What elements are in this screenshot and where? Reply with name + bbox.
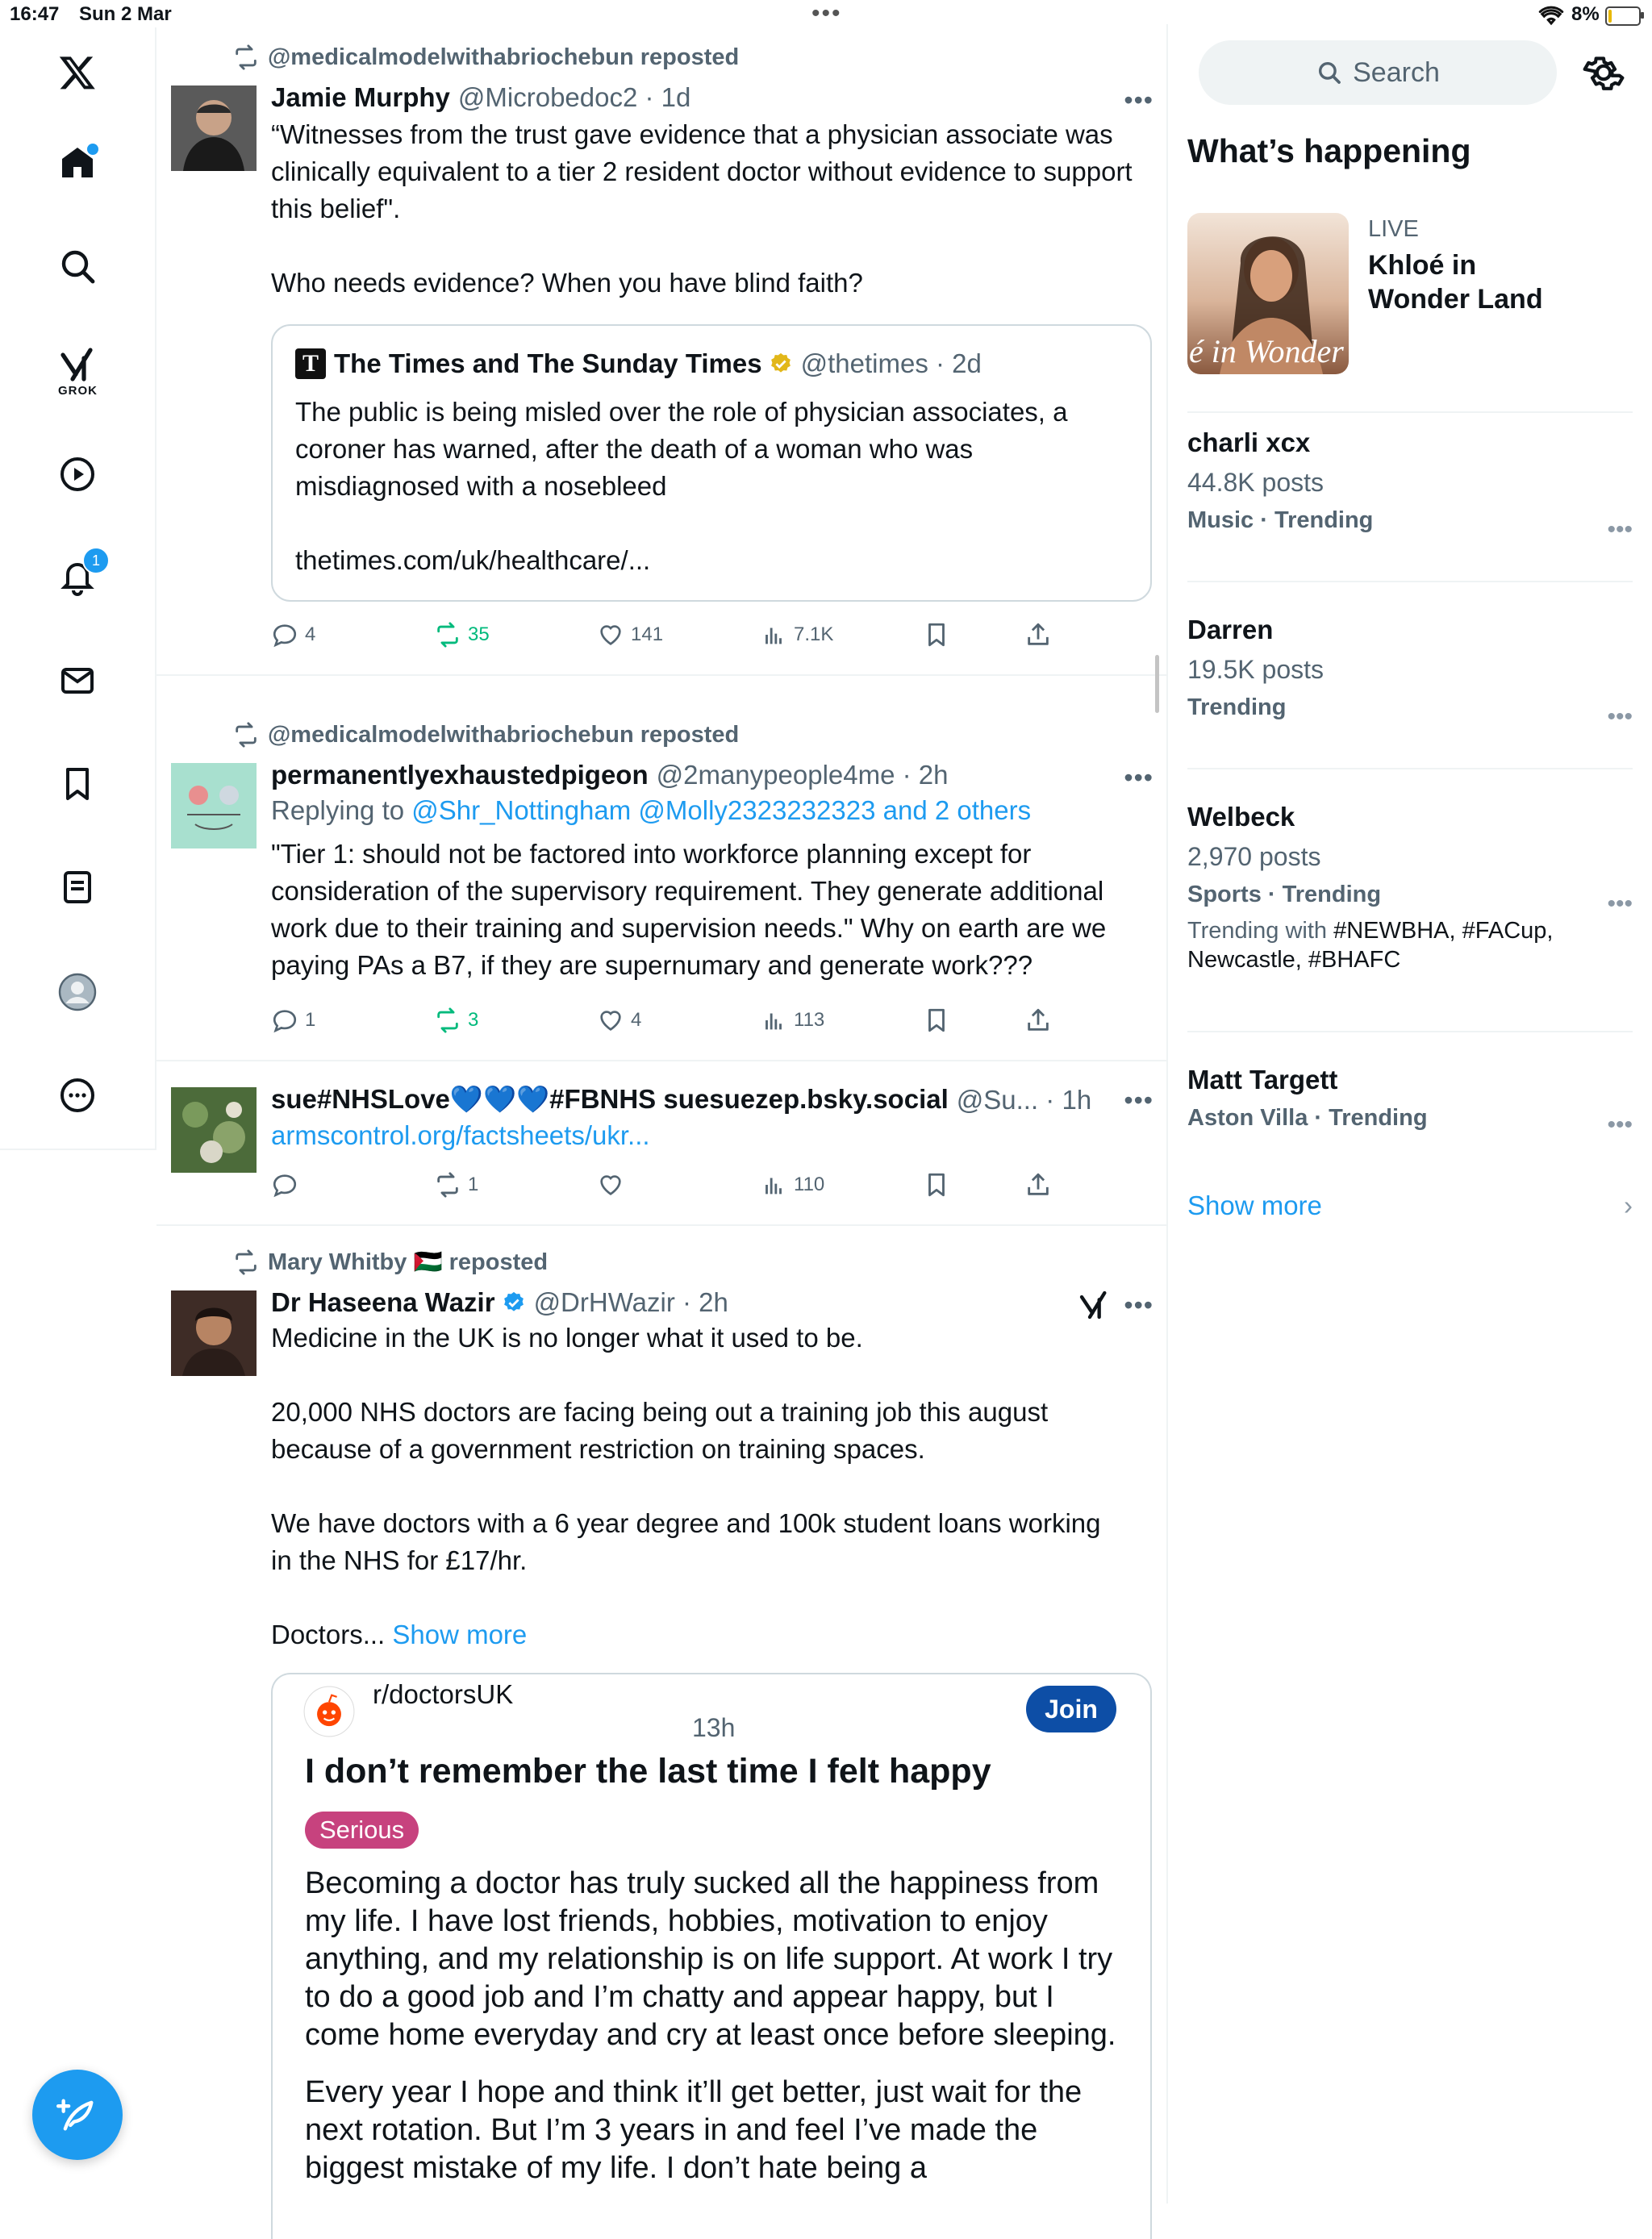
- tweet-text: Medicine in the UK is no longer what it used to be. 20,000 NHS doctors are facing being out a training job this august because of a government restriction on training spaces. We have doctors with a 6 year degree and 100k student loans working in the NHS for £17/hr. Doctors...: [271, 1323, 1101, 1649]
- author-handle[interactable]: @Microbedoc2 · 1d: [457, 82, 691, 112]
- share-button[interactable]: [1024, 1007, 1052, 1034]
- replying-to-link[interactable]: @Shr_Nottingham @Molly2323232323 and 2 others: [411, 795, 1032, 825]
- author-handle[interactable]: @DrHWazir · 2h: [533, 1287, 728, 1317]
- replying-to: Replying to @Shr_Nottingham @Molly2323232323 and 2 others: [271, 795, 1032, 825]
- whats-happening-title: What’s happening: [1187, 132, 1471, 169]
- repost-small-icon: [232, 721, 260, 748]
- views-button[interactable]: 110: [760, 1171, 824, 1199]
- tweet[interactable]: [156, 676, 1166, 1061]
- search-icon: [1316, 59, 1343, 86]
- heart-icon: [597, 1007, 624, 1034]
- tweet-actions: [271, 1007, 1078, 1039]
- notifications-badge: 1: [82, 547, 110, 574]
- trend-count: 2,970 posts: [1187, 842, 1321, 871]
- reply-icon: [271, 621, 298, 648]
- search-placeholder: Search: [1353, 56, 1440, 88]
- flair-badge: Serious: [305, 1812, 419, 1849]
- reddit-post-time: 13h: [692, 1713, 736, 1742]
- views-icon: [760, 1007, 787, 1034]
- wifi-icon: [1539, 5, 1563, 26]
- author-handle[interactable]: @2manypeople4me · 2h: [656, 760, 949, 790]
- avatar[interactable]: [171, 1290, 257, 1376]
- reply-button[interactable]: 4: [271, 621, 315, 648]
- live-event-image-text: é in Wonder l: [1189, 333, 1361, 369]
- verified-blue-icon: [502, 1290, 526, 1315]
- quoted-tweet[interactable]: [271, 324, 1152, 602]
- trend-count: 44.8K posts: [1187, 468, 1324, 497]
- trend-more-icon[interactable]: •••: [1607, 516, 1633, 543]
- bookmark-button[interactable]: [923, 621, 950, 648]
- battery-icon: [1605, 6, 1641, 26]
- tweet-actions: [271, 1171, 1078, 1203]
- heart-icon: [597, 621, 624, 648]
- share-icon: [1024, 1007, 1052, 1034]
- bookmark-icon: [923, 1171, 950, 1199]
- live-event[interactable]: [1187, 213, 1633, 374]
- trend-more-icon[interactable]: •••: [1607, 890, 1633, 917]
- verified-gold-icon: [769, 352, 793, 376]
- like-button[interactable]: [597, 1171, 631, 1199]
- trend-count: 19.5K posts: [1187, 655, 1324, 684]
- x-logo-icon[interactable]: [53, 48, 102, 97]
- grok-explain-icon[interactable]: [1078, 1289, 1110, 1321]
- notifications-icon[interactable]: [53, 553, 102, 602]
- compose-post-button[interactable]: [32, 2070, 123, 2160]
- author-name[interactable]: Jamie Murphy: [271, 82, 450, 112]
- repost-button[interactable]: 3: [434, 1007, 478, 1034]
- search-input[interactable]: [1199, 40, 1557, 105]
- bookmark-icon: [923, 621, 950, 648]
- status-bar: [0, 0, 1652, 27]
- bookmark-button[interactable]: [923, 1007, 950, 1034]
- share-icon: [1024, 1171, 1052, 1199]
- quoted-author-name: The Times and The Sunday Times: [334, 348, 762, 378]
- compose-feather-icon: [56, 2094, 98, 2136]
- avatar[interactable]: [171, 85, 257, 171]
- reply-button[interactable]: [271, 1171, 305, 1199]
- avatar[interactable]: [171, 763, 257, 848]
- tweet-more-icon[interactable]: •••: [1124, 1086, 1153, 1115]
- subreddit-icon: [303, 1686, 355, 1737]
- scrollbar[interactable]: [1155, 655, 1159, 713]
- reddit-post-title: I don’t remember the last time I felt happy: [305, 1752, 991, 1791]
- views-button[interactable]: 7.1K: [760, 621, 833, 648]
- status-date: Sun 2 Mar: [79, 3, 172, 25]
- subreddit-name[interactable]: r/doctorsUK: [373, 1679, 514, 1709]
- left-nav: [0, 27, 156, 1150]
- bookmarks-icon[interactable]: [53, 760, 102, 808]
- trend-topic: Darren: [1187, 615, 1274, 644]
- author-handle[interactable]: @Su... · 1h: [956, 1084, 1092, 1115]
- live-event-image: [1187, 213, 1361, 374]
- trend-category: Aston Villa · Trending: [1187, 1105, 1428, 1131]
- repost-icon: [434, 1007, 461, 1034]
- reply-icon: [271, 1007, 298, 1034]
- bookmark-button[interactable]: [923, 1171, 950, 1199]
- trend-category: Sports · Trending: [1187, 882, 1382, 907]
- tweet-link[interactable]: armscontrol.org/factsheets/ukr...: [271, 1120, 650, 1150]
- heart-icon: [597, 1171, 624, 1199]
- trend-topic: charli xcx: [1187, 427, 1311, 457]
- repost-button[interactable]: 1: [434, 1171, 478, 1199]
- bookmark-icon: [923, 1007, 950, 1034]
- trend-item[interactable]: [1187, 427, 1633, 543]
- join-button[interactable]: Join: [1026, 1686, 1116, 1732]
- author-name[interactable]: sue#NHSLove💙💙💙#FBNHS suesuezep.bsky.social: [271, 1084, 949, 1114]
- tweet[interactable]: [156, 24, 1166, 676]
- repost-icon: [434, 621, 461, 648]
- trending-with: Trending with #NEWBHA, #FACup, Newcastle, #BHAFC: [1187, 918, 1554, 973]
- repost-indicator: @medicalmodelwithabriochebun reposted: [232, 44, 739, 71]
- settings-gear-icon[interactable]: [1581, 50, 1626, 95]
- live-label: LIVE: [1368, 216, 1419, 242]
- tweet-more-icon[interactable]: •••: [1124, 85, 1153, 115]
- tweet[interactable]: [156, 1061, 1166, 1226]
- trend-topic: Welbeck: [1187, 802, 1295, 832]
- trend-item[interactable]: [1187, 615, 1633, 730]
- avatar[interactable]: [171, 1087, 257, 1173]
- tweet-more-icon[interactable]: •••: [1124, 1290, 1153, 1320]
- search-nav-icon[interactable]: [53, 242, 102, 290]
- reddit-post-body: Becoming a doctor has truly sucked all the happiness from my life. I have lost friends, hobbies, motivation to enjoy anything, and my relationship is on life support. At work I try to do a good job and I’m chatty and appear happy, but I come home everyday and cry at least once before sleeping. Every year I hope and think it’ll get better, just wait for the next rotation. But I’m 3 years in and feel I’ve made the biggest mistake of my life. I don’t hate being a: [305, 1866, 1116, 2185]
- trend-category: Trending: [1187, 694, 1287, 720]
- repost-indicator: Mary Whitby 🇵🇸 reposted: [232, 1249, 548, 1276]
- home-unread-dot: [87, 144, 98, 155]
- repost-button[interactable]: 35: [434, 621, 490, 648]
- quoted-text: The public is being misled over the role of physician associates, a coroner has warned, after the death of a woman who was misdiagnosed with a nosebleed thetimes.com/uk/healthcare/...: [295, 397, 1068, 575]
- chevron-right-icon: ›: [1624, 1190, 1633, 1220]
- battery-percent: 8%: [1571, 3, 1600, 25]
- trend-more-icon[interactable]: •••: [1607, 1111, 1633, 1138]
- repost-small-icon: [232, 1249, 260, 1276]
- multitask-dots-icon[interactable]: •••: [811, 0, 842, 27]
- timeline: [156, 24, 1168, 2204]
- trend-item[interactable]: [1187, 1065, 1633, 1138]
- reply-button[interactable]: 1: [271, 1007, 315, 1034]
- like-button[interactable]: 4: [597, 1007, 641, 1034]
- grok-icon[interactable]: [53, 340, 102, 389]
- like-button[interactable]: 141: [597, 621, 663, 648]
- trend-item[interactable]: [1187, 802, 1633, 974]
- views-icon: [760, 1171, 787, 1199]
- trend-topic: Matt Targett: [1187, 1065, 1338, 1094]
- tweet[interactable]: [156, 1226, 1166, 2204]
- more-options-icon[interactable]: [53, 1071, 102, 1120]
- live-event-title: Khloé in Wonder Land: [1368, 250, 1543, 315]
- trend-category: Music · Trending: [1187, 507, 1374, 533]
- show-more-trends[interactable]: Show more ›: [1187, 1190, 1633, 1220]
- lists-icon[interactable]: [53, 863, 102, 911]
- repost-indicator: @medicalmodelwithabriochebun reposted: [232, 721, 739, 748]
- views-icon: [760, 621, 787, 648]
- reddit-card[interactable]: [271, 1673, 1152, 2239]
- author-name[interactable]: Dr Haseena Wazir: [271, 1287, 495, 1317]
- share-icon: [1024, 621, 1052, 648]
- share-button[interactable]: [1024, 621, 1052, 648]
- views-button[interactable]: 113: [760, 1007, 824, 1034]
- author-name[interactable]: permanentlyexhaustedpigeon: [271, 760, 649, 790]
- trend-more-icon[interactable]: •••: [1607, 703, 1633, 730]
- repost-small-icon: [232, 44, 260, 71]
- tweet-text: “Witnesses from the trust gave evidence that a physician associate was clinically equivalent to a tier 2 resident doctor without evidence to support this belief". Who needs evidence? When you have blind faith?: [271, 119, 1133, 298]
- video-icon[interactable]: [53, 450, 102, 498]
- grok-label: GROK: [58, 384, 98, 398]
- tweet-actions: [271, 621, 1078, 653]
- quoted-author-handle: @thetimes · 2d: [800, 348, 982, 378]
- reply-icon: [271, 1171, 298, 1199]
- tweet-text: "Tier 1: should not be factored into workforce planning except for consideration of the supervisory requirement. They generate additional work due to their training and supervision needs." Why on earth are we paying PAs a B7, if they are supernumary and generate work???: [271, 839, 1114, 980]
- profile-avatar-icon[interactable]: [53, 968, 102, 1016]
- messages-icon[interactable]: [53, 657, 102, 705]
- times-logo-icon: T: [295, 348, 326, 379]
- show-more-link[interactable]: Show more: [392, 1620, 528, 1649]
- repost-icon: [434, 1171, 461, 1199]
- status-time: 16:47: [10, 3, 60, 25]
- tweet-more-icon[interactable]: •••: [1124, 763, 1153, 792]
- share-button[interactable]: [1024, 1171, 1052, 1199]
- home-icon[interactable]: [53, 139, 102, 187]
